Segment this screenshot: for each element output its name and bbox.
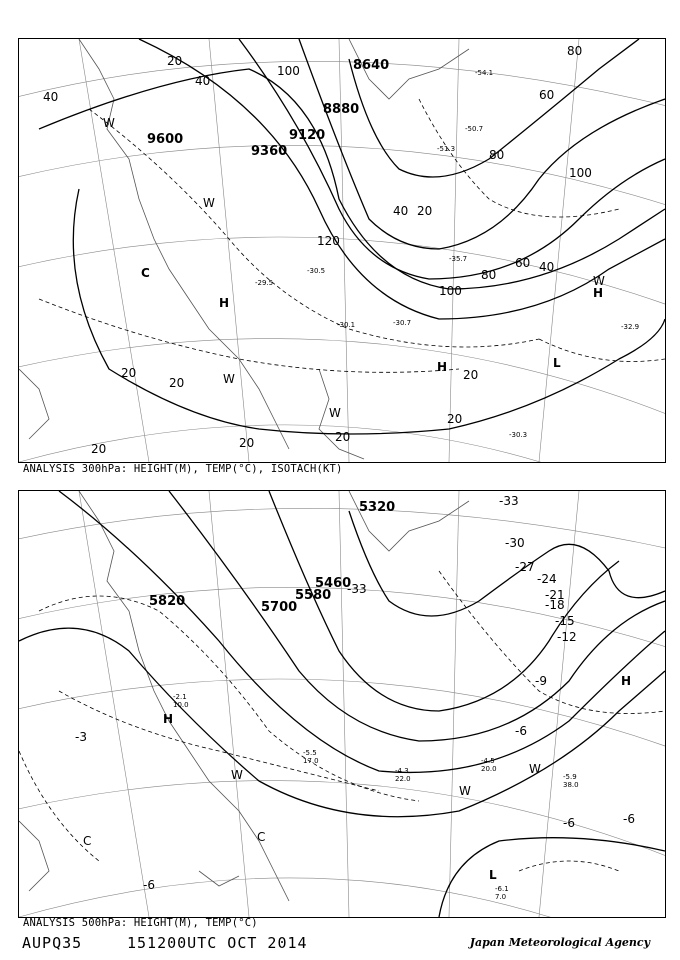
isotach-label: 20	[417, 204, 433, 218]
height-label-5460: 5460	[315, 576, 352, 591]
warm-core-marker: W	[203, 196, 215, 210]
map-300hpa-canvas	[19, 39, 665, 462]
isotach-label: 40	[539, 260, 555, 274]
map-300hpa	[18, 38, 666, 463]
high-pressure-marker: H	[219, 296, 230, 310]
temp-value: -29.5	[255, 279, 274, 287]
height-label-5700: 5700	[261, 600, 298, 615]
temp-value: -50.7	[465, 125, 484, 133]
station-temp: -5.9	[563, 773, 577, 781]
station-dewpoint: 17.0	[303, 757, 319, 765]
isotach-label: 40	[195, 74, 211, 88]
warm-core-marker: W	[593, 274, 605, 288]
station-dewpoint: 38.0	[563, 781, 579, 789]
height-contours	[19, 491, 665, 917]
temp-value: -30.1	[337, 321, 356, 329]
isotherm-label: -21	[545, 588, 565, 602]
isotherm-label: -6	[515, 724, 527, 738]
height-label-9120: 9120	[289, 128, 326, 143]
map-500hpa-canvas	[19, 491, 665, 917]
low-pressure-marker: L	[553, 356, 561, 370]
height-label-8640: 8640	[353, 58, 390, 73]
temp-value: -30.7	[393, 319, 412, 327]
isotherm-label: -12	[557, 630, 577, 644]
isotach-label: 100	[277, 64, 300, 78]
high-pressure-marker: H	[593, 286, 604, 300]
valid-time: 151200UTC OCT 2014	[127, 934, 308, 952]
temp-value: -51.3	[437, 145, 456, 153]
isotherm-label: -6	[143, 878, 155, 892]
cold-core-marker: C	[257, 830, 266, 844]
isotach-label: 80	[481, 268, 497, 282]
warm-core-marker: W	[529, 762, 541, 776]
height-label-5320: 5320	[359, 500, 396, 515]
product-code: AUPQ35	[22, 934, 83, 952]
station-dewpoint: 20.0	[481, 765, 497, 773]
warm-core-marker: W	[223, 372, 235, 386]
temp-value: -54.1	[475, 69, 494, 77]
isotherm-label: -3	[75, 730, 87, 744]
cold-core-marker: C	[141, 266, 150, 280]
isotach-label: 20	[335, 430, 351, 444]
map-500hpa-caption: ANALYSIS 500hPa: HEIGHT(M), TEMP(°C)	[23, 917, 258, 929]
temp-value: -30.3	[509, 431, 528, 439]
isotach-label: 80	[567, 44, 583, 58]
height-label-9600: 9600	[147, 132, 184, 147]
isotach-label: 20	[121, 366, 137, 380]
station-dewpoint: 10.0	[173, 701, 189, 709]
isotherm-label: -33	[499, 494, 519, 508]
height-label-5820: 5820	[149, 594, 186, 609]
warm-core-marker: W	[459, 784, 471, 798]
isotherm-label: -6	[623, 812, 635, 826]
isotherm-label: -9	[535, 674, 547, 688]
isotach-label: 80	[489, 148, 505, 162]
isotherm-label: -30	[505, 536, 525, 550]
isotach-label: 60	[539, 88, 555, 102]
isotach-label: 40	[393, 204, 409, 218]
coastline	[19, 39, 469, 459]
station-temp: -4.5	[481, 757, 495, 765]
isotach-label: 100	[569, 166, 592, 180]
isotach-label: 20	[91, 442, 107, 456]
height-label-8880: 8880	[323, 102, 360, 117]
isotherm-label: -27	[515, 560, 535, 574]
low-pressure-marker: L	[489, 868, 497, 882]
isotherm-label: -15	[555, 614, 575, 628]
station-temp: -5.5	[303, 749, 317, 757]
height-label-5580: 5580	[295, 588, 332, 603]
isotherm-label: -6	[563, 816, 575, 830]
isotach-label: 20	[447, 412, 463, 426]
warm-core-marker: W	[231, 768, 243, 782]
graticule	[19, 491, 665, 917]
agency-credit: Japan Meteorological Agency	[469, 936, 650, 949]
map-500hpa	[18, 490, 666, 918]
isotach-label: 20	[239, 436, 255, 450]
high-pressure-marker: H	[621, 674, 632, 688]
isotherm-label: -33	[347, 582, 367, 596]
warm-core-marker: W	[103, 116, 115, 130]
temp-value: -32.9	[621, 323, 640, 331]
isotach-label: 20	[169, 376, 185, 390]
isotach-label: 40	[43, 90, 59, 104]
station-temp: -4.3	[395, 767, 409, 775]
isotach-label: 120	[317, 234, 340, 248]
station-temp: -2.1	[173, 693, 187, 701]
station-dewpoint: 7.0	[495, 893, 507, 901]
isotherm-label: -18	[545, 598, 565, 612]
station-dewpoint: 22.0	[395, 775, 411, 783]
isotach-label: 100	[439, 284, 462, 298]
isotach-label: 20	[463, 368, 479, 382]
isotach-label: 60	[515, 256, 531, 270]
temp-value: -30.5	[307, 267, 326, 275]
temp-value: -35.7	[449, 255, 468, 263]
height-label-9360: 9360	[251, 144, 288, 159]
isotherm-label: -24	[537, 572, 557, 586]
high-pressure-marker: H	[437, 360, 448, 374]
high-pressure-marker: H	[163, 712, 174, 726]
isotach-label: 20	[167, 54, 183, 68]
map-300hpa-caption: ANALYSIS 300hPa: HEIGHT(M), TEMP(°C), ISOTACH(KT)	[23, 463, 343, 475]
warm-core-marker: W	[329, 406, 341, 420]
cold-core-marker: C	[83, 834, 92, 848]
station-temp: -6.1	[495, 885, 509, 893]
isotherms	[39, 99, 665, 372]
